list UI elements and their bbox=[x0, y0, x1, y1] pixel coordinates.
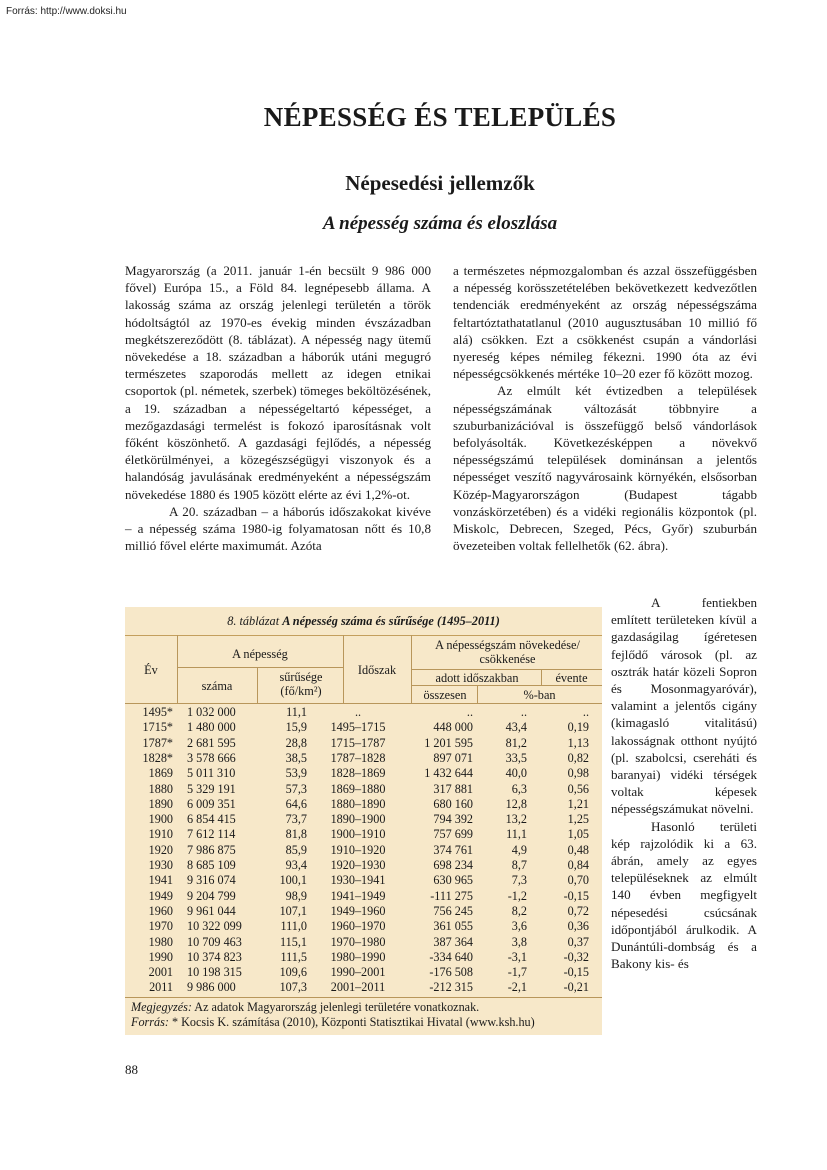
cell-annual: -0,15 bbox=[563, 965, 589, 980]
cell-year: 1890 bbox=[148, 796, 173, 811]
table-rule bbox=[541, 669, 542, 685]
cell-period: 1715–1787 bbox=[330, 735, 386, 750]
cell-year: 1980 bbox=[148, 934, 173, 949]
table-row bbox=[125, 767, 602, 780]
cell-period: 1941–1949 bbox=[330, 888, 386, 903]
cell-annual: 0,82 bbox=[567, 750, 589, 765]
cell-period: 1787–1828 bbox=[330, 750, 386, 765]
cell-year: 2001 bbox=[148, 965, 173, 980]
cell-year: 1715* bbox=[142, 720, 173, 735]
cell-annual: 0,19 bbox=[567, 720, 589, 735]
cell-percent: -1,2 bbox=[507, 888, 527, 903]
cell-population: 6 854 415 bbox=[187, 812, 236, 827]
table-row bbox=[125, 844, 602, 857]
cell-population: 1 032 000 bbox=[187, 705, 236, 719]
cell-population: 7 612 114 bbox=[187, 827, 236, 842]
cell-total: 317 881 bbox=[433, 781, 473, 796]
cell-percent: 12,8 bbox=[505, 796, 527, 811]
cell-year: 1920 bbox=[148, 842, 173, 857]
cell-total: 698 234 bbox=[433, 858, 473, 872]
cell-period: 1890–1900 bbox=[330, 812, 386, 827]
header-year: Év bbox=[144, 663, 158, 677]
cell-period: 1990–2001 bbox=[330, 965, 386, 980]
table-caption-title: A népesség száma és sűrűsége (1495–2011) bbox=[282, 614, 500, 628]
cell-annual: 0,70 bbox=[567, 873, 589, 888]
cell-period: 1828–1869 bbox=[330, 766, 386, 781]
cell-percent: 4,9 bbox=[511, 842, 527, 857]
table-rule bbox=[257, 667, 258, 703]
cell-percent: -3,1 bbox=[507, 949, 527, 964]
cell-total: 756 245 bbox=[433, 903, 473, 918]
cell-population: 5 329 191 bbox=[187, 781, 236, 796]
cell-annual: -0,15 bbox=[563, 888, 589, 903]
cell-annual: 1,05 bbox=[567, 827, 589, 842]
cell-percent: 3,8 bbox=[511, 934, 527, 949]
cell-period: 1960–1970 bbox=[330, 919, 386, 934]
cell-annual: 1,21 bbox=[567, 796, 589, 811]
cell-density: 107,1 bbox=[279, 903, 307, 918]
cell-year: 1495* bbox=[142, 705, 173, 719]
paragraph: a természetes népmozgalomban és azzal összefüggésben a népesség korösszetételében bekövetkezett kedvezőtlen tendenciák eredményeként az ország népességszáma feltartóztathatatlanul (2010 augusztusában 10 millió fő alá) csökken. Ezt a csökkenést csupán a vándorlási nyereség képes némileg fékezni. 1990 óta az évi népességcsökkenés mértéke 10–20 ezer fő között mozog. bbox=[453, 263, 757, 382]
cell-population: 2 681 595 bbox=[187, 735, 236, 750]
cell-density: 109,6 bbox=[279, 965, 307, 980]
cell-percent: -1,7 bbox=[507, 965, 527, 980]
text-column-right bbox=[453, 262, 757, 554]
note-label: Megjegyzés: bbox=[131, 1000, 192, 1014]
cell-density: 111,5 bbox=[280, 949, 307, 964]
cell-percent: 8,2 bbox=[511, 903, 527, 918]
page-number: 88 bbox=[125, 1062, 138, 1077]
table-row bbox=[125, 813, 602, 826]
header-percent: %-ban bbox=[523, 688, 556, 702]
cell-annual: 1,25 bbox=[567, 812, 589, 827]
cell-total: 361 055 bbox=[433, 919, 473, 934]
cell-density: 73,7 bbox=[285, 812, 307, 827]
cell-period: .. bbox=[354, 705, 362, 719]
table-row bbox=[125, 890, 602, 903]
cell-density: 98,9 bbox=[285, 888, 307, 903]
cell-total: 897 071 bbox=[433, 750, 473, 765]
cell-density: 38,5 bbox=[285, 750, 307, 765]
cell-total: 630 965 bbox=[433, 873, 473, 888]
cell-population: 8 685 109 bbox=[187, 858, 236, 872]
header-growth: A népességszám növekedése/ csökkenése bbox=[435, 638, 580, 666]
cell-percent: 3,6 bbox=[511, 919, 527, 934]
cell-period: 1980–1990 bbox=[330, 949, 386, 964]
cell-density: 53,9 bbox=[285, 766, 307, 781]
cell-year: 1949 bbox=[148, 888, 173, 903]
cell-year: 1869 bbox=[148, 766, 173, 781]
table-row bbox=[125, 706, 602, 719]
table-row bbox=[125, 966, 602, 979]
cell-population: 9 986 000 bbox=[187, 980, 236, 995]
text-column-left bbox=[125, 262, 431, 554]
cell-period: 1920–1930 bbox=[330, 858, 386, 872]
cell-annual: 0,98 bbox=[567, 766, 589, 781]
cell-annual: .. bbox=[582, 705, 589, 719]
cell-period: 1880–1890 bbox=[330, 796, 386, 811]
section-heading: Népesedési jellemzők bbox=[345, 171, 535, 195]
header-density: sűrűsége (fő/km²) bbox=[279, 670, 323, 698]
cell-density: 93,4 bbox=[285, 858, 307, 872]
cell-annual: 1,13 bbox=[567, 735, 589, 750]
cell-year: 1900 bbox=[148, 812, 173, 827]
header-population: A népesség bbox=[232, 647, 288, 661]
paragraph: Hasonló területi kép rajzolódik ki a 63. ábrán, amely az egyes településeknek az elmúlt 140 évben megfigyelt népesedési csúcsának időpontjából árulkodik. A Dunántúli-dombság és a Bakony kis- és bbox=[611, 818, 757, 972]
cell-density: 100,1 bbox=[279, 873, 307, 888]
cell-percent: -2,1 bbox=[507, 980, 527, 995]
cell-total: -111 275 bbox=[430, 888, 473, 903]
cell-period: 1910–1920 bbox=[330, 842, 386, 857]
table-rule bbox=[343, 635, 344, 703]
cell-total: -212 315 bbox=[429, 980, 473, 995]
cell-year: 2011 bbox=[149, 980, 173, 995]
cell-year: 1970 bbox=[148, 919, 173, 934]
cell-year: 1960 bbox=[148, 903, 173, 918]
cell-percent: 6,3 bbox=[511, 781, 527, 796]
cell-annual: -0,21 bbox=[563, 980, 589, 995]
cell-total: 794 392 bbox=[433, 812, 473, 827]
table-rule bbox=[411, 685, 602, 686]
cell-annual: 0,37 bbox=[567, 934, 589, 949]
cell-density: 57,3 bbox=[285, 781, 307, 796]
cell-year: 1828* bbox=[142, 750, 173, 765]
table-row bbox=[125, 920, 602, 933]
cell-population: 10 322 099 bbox=[187, 919, 242, 934]
cell-population: 10 198 315 bbox=[187, 965, 242, 980]
cell-annual: 0,84 bbox=[567, 858, 589, 872]
table-rule bbox=[411, 669, 602, 670]
cell-percent: 81,2 bbox=[505, 735, 527, 750]
table-rule bbox=[125, 997, 602, 998]
cell-year: 1787* bbox=[142, 735, 173, 750]
cell-year: 1930 bbox=[148, 858, 173, 872]
header-total: összesen bbox=[423, 688, 467, 702]
paragraph: Az elmúlt két évtizedben a települések népességszámának változását többnyire a szuburbanizációval is összefüggő belső vándorlások befolyásolták. Következésképpen a növekvő népességszámú települések dominánsan a jelentős népességet veszítő nagyvárosaink környékén, elsősorban Közép-Magyarországon (Budapest tágabb vonzáskörzetében) és a vidéki regionális központok (pl. Miskolc, Debrecen, Szeged, Pécs, Győr) szuburbán övezeteiben voltak fellelhetők (62. ábra). bbox=[453, 383, 757, 554]
cell-annual: 0,56 bbox=[567, 781, 589, 796]
cell-period: 1495–1715 bbox=[330, 720, 386, 735]
paragraph: A fentiekben említett területeken kívül a gazdaságilag ígéretesen fejlődő városok (pl. az osztrák határ közeli Sopron és Mosonmagyaróvár), valamint a jelentős cigány (kimagasló vitalitású) lakosságnak otthont nyújtó (pl. szabolcsi, csereháti és baranyai) vidéki térségek voltak képesek népességszámukat növelni. bbox=[611, 595, 757, 817]
cell-total: 387 364 bbox=[433, 934, 473, 949]
cell-population: 9 316 074 bbox=[187, 873, 236, 888]
chapter-title: NÉPESSÉG ÉS TELEPÜLÉS bbox=[263, 102, 617, 132]
text-column-narrow bbox=[611, 594, 757, 972]
population-table bbox=[125, 607, 602, 1035]
cell-population: 10 709 463 bbox=[187, 934, 242, 949]
cell-total: 757 699 bbox=[433, 827, 473, 842]
cell-period: 2001–2011 bbox=[330, 980, 386, 995]
cell-year: 1990 bbox=[148, 949, 173, 964]
table-row bbox=[125, 951, 602, 964]
cell-percent: 8,7 bbox=[511, 858, 527, 872]
cell-year: 1941 bbox=[148, 873, 173, 888]
cell-period: 1900–1910 bbox=[330, 827, 386, 842]
header-in-period: adott időszakban bbox=[435, 671, 519, 685]
cell-annual: 0,72 bbox=[567, 903, 589, 918]
note-text: Az adatok Magyarország jelenlegi területére vonatkoznak. bbox=[194, 1000, 480, 1014]
cell-total: -176 508 bbox=[429, 965, 473, 980]
table-row bbox=[125, 859, 602, 872]
cell-percent: 13,2 bbox=[505, 812, 527, 827]
table-rule bbox=[477, 685, 478, 703]
cell-annual: -0,32 bbox=[563, 949, 589, 964]
cell-density: 107,3 bbox=[279, 980, 307, 995]
source-label: Forrás: bbox=[131, 1015, 169, 1029]
cell-total: 1 201 595 bbox=[424, 735, 473, 750]
cell-population: 7 986 875 bbox=[187, 842, 236, 857]
cell-percent: 40,0 bbox=[505, 766, 527, 781]
cell-density: 81,8 bbox=[285, 827, 307, 842]
paragraph: A 20. században – a háborús időszakokat kivéve – a népesség száma 1980-ig folyamatosan nőtt és 10,8 millió fővel elérte maximumát. Azóta bbox=[125, 503, 431, 554]
table-row bbox=[125, 737, 602, 750]
cell-population: 10 374 823 bbox=[187, 949, 242, 964]
cell-density: 11,1 bbox=[286, 705, 307, 719]
cell-total: 448 000 bbox=[433, 720, 473, 735]
cell-population: 9 204 799 bbox=[187, 888, 236, 903]
cell-percent: 11,1 bbox=[506, 827, 527, 842]
cell-year: 1880 bbox=[148, 781, 173, 796]
cell-density: 15,9 bbox=[285, 720, 307, 735]
source-url-label: Forrás: http://www.doksi.hu bbox=[6, 6, 127, 17]
cell-total: -334 640 bbox=[429, 949, 473, 964]
cell-density: 64,6 bbox=[285, 796, 307, 811]
cell-density: 85,9 bbox=[285, 842, 307, 857]
header-period: Időszak bbox=[357, 663, 397, 677]
table-rule bbox=[125, 703, 602, 704]
table-notes bbox=[131, 1000, 597, 1030]
table-row bbox=[125, 874, 602, 887]
cell-period: 1869–1880 bbox=[330, 781, 386, 796]
cell-total: 680 160 bbox=[433, 796, 473, 811]
cell-percent: 7,3 bbox=[511, 873, 527, 888]
paragraph: Magyarország (a 2011. január 1-én becsült 9 986 000 fővel) Európa 15., a Föld 84. legnépesebb állama. A lakosság száma az ország jelenlegi területén a török hódoltságtól az 1970-es évekig minden évszázadban megkétszereződött (8. táblázat). A népesség nagy ütemű növekedése a 18. században a háborúk utáni megugró természetes szaporodás mellett az idegen etnikai csoportok (pl. németek, szerbek) tömeges beköltözésének, a 19. században a népességeltartó képességet, a mezőgazdasági termelést is fokozó iparosításnak volt főként köszönhető. A gazdasági fejlődés, a népesség életkörülményei, a közegészségügyi viszonyok és a halandóság javulásának eredményeként a népességszám növekedése 1880 és 1905 között elérte az évi 1,2%-ot. bbox=[125, 263, 431, 502]
cell-population: 9 961 044 bbox=[187, 903, 236, 918]
cell-annual: 0,36 bbox=[567, 919, 589, 934]
cell-total: .. bbox=[466, 705, 473, 719]
cell-total: 374 761 bbox=[433, 842, 473, 857]
table-caption bbox=[125, 607, 602, 636]
cell-period: 1930–1941 bbox=[330, 873, 386, 888]
table-rule bbox=[177, 635, 178, 703]
table-row bbox=[125, 783, 602, 796]
table-row bbox=[125, 721, 602, 734]
table-rule bbox=[177, 667, 343, 668]
cell-population: 5 011 310 bbox=[187, 766, 236, 781]
table-row bbox=[125, 828, 602, 841]
source-text: * Kocsis K. számítása (2010), Központi Statisztikai Hivatal (www.ksh.hu) bbox=[171, 1015, 535, 1029]
header-count: száma bbox=[201, 679, 233, 693]
cell-density: 28,8 bbox=[285, 735, 307, 750]
subsection-heading: A népesség száma és eloszlása bbox=[322, 213, 558, 234]
cell-population: 6 009 351 bbox=[187, 796, 236, 811]
table-row bbox=[125, 752, 602, 765]
cell-density: 115,1 bbox=[280, 934, 307, 949]
table-caption-ref: 8. táblázat bbox=[227, 614, 280, 628]
table-row bbox=[125, 905, 602, 918]
cell-period: 1949–1960 bbox=[330, 903, 386, 918]
cell-percent: 43,4 bbox=[505, 720, 527, 735]
cell-annual: 0,48 bbox=[567, 842, 589, 857]
table-row bbox=[125, 981, 602, 994]
cell-year: 1910 bbox=[148, 827, 173, 842]
cell-percent: .. bbox=[520, 705, 527, 719]
cell-period: 1970–1980 bbox=[330, 934, 386, 949]
cell-population: 3 578 666 bbox=[187, 750, 236, 765]
header-annual: évente bbox=[555, 671, 588, 685]
table-row bbox=[125, 798, 602, 811]
cell-percent: 33,5 bbox=[505, 750, 527, 765]
cell-density: 111,0 bbox=[280, 919, 307, 934]
cell-total: 1 432 644 bbox=[424, 766, 473, 781]
table-row bbox=[125, 936, 602, 949]
cell-population: 1 480 000 bbox=[187, 720, 236, 735]
